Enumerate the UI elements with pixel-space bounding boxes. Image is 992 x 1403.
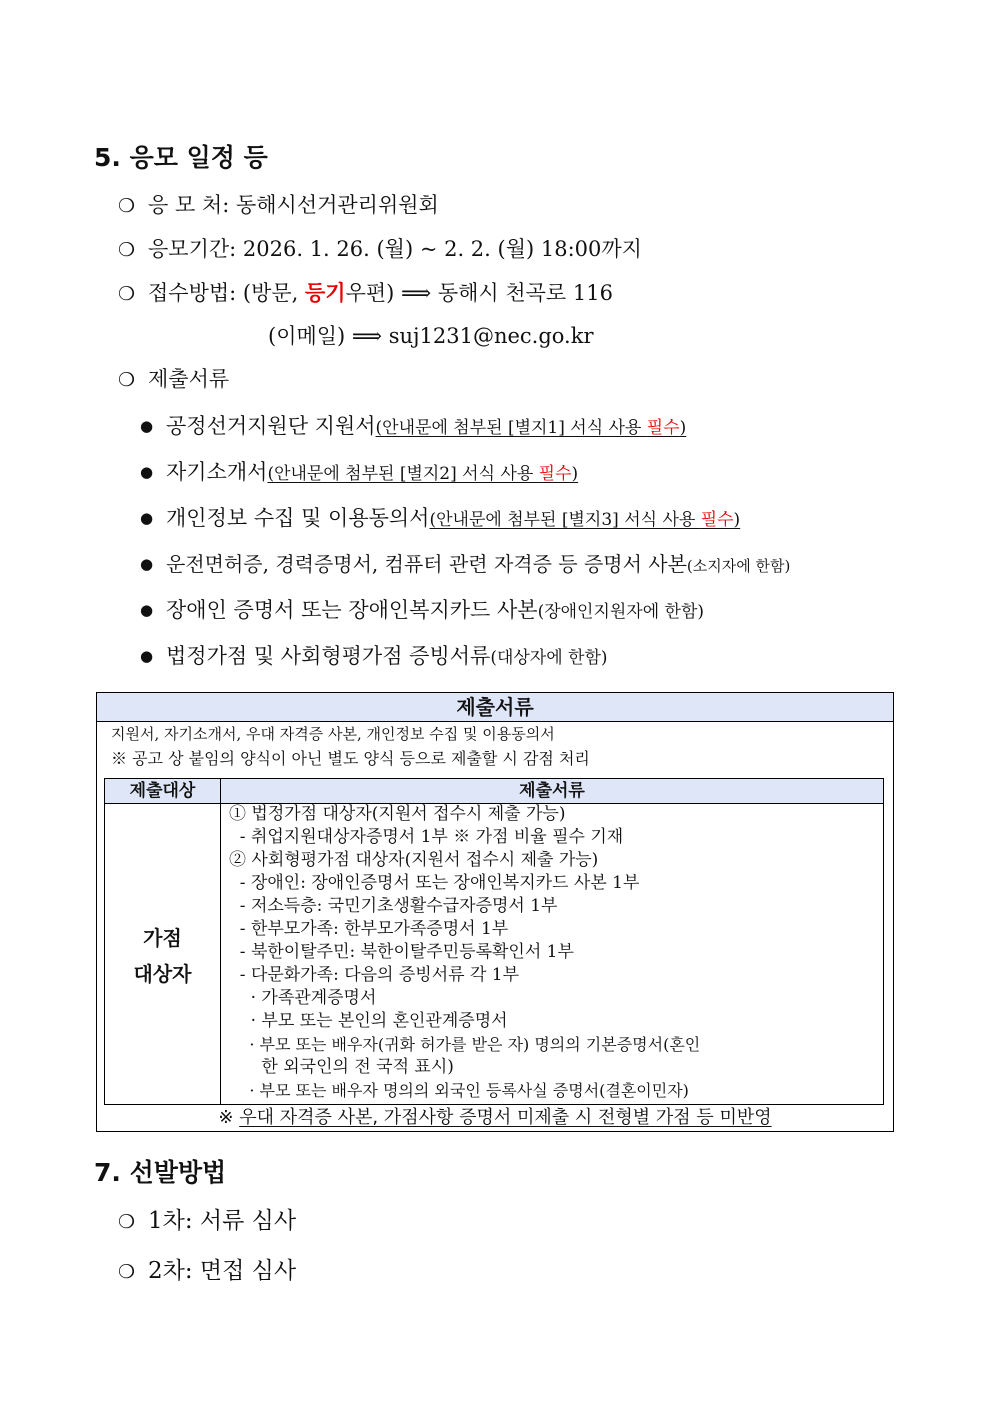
box-title: 제출서류: [97, 693, 893, 722]
period-text: 응모기간: 2026. 1. 26. (월) ~ 2. 2. (월) 18:00까지: [148, 237, 642, 261]
circle-bullet-icon: ❍: [118, 239, 136, 261]
circle-bullet-icon: ❍: [118, 283, 136, 305]
venue-line: [118, 192, 439, 219]
submission-docs-box: [96, 692, 894, 1132]
doc-item: ● 공정선거지원단 지원서(안내문에 첨부된 [별지1] 서식 사용 필수): [140, 414, 687, 438]
method-line: [118, 280, 613, 307]
dot-bullet-icon: ●: [140, 555, 154, 573]
doc-row: ② 사회형평가점 대상자(지원서 접수시 제출 가능): [229, 850, 599, 870]
method-pre: 접수방법: (방문,: [148, 281, 306, 305]
bonus-docs-table: [104, 778, 884, 1105]
doc-row: · 부모 또는 배우자(귀화 허가를 받은 자) 명의의 기본증명서(혼인: [229, 1035, 701, 1054]
dot-bullet-icon: ●: [140, 417, 154, 435]
doc-row: - 한부모가족: 한부모가족증명서 1부: [229, 919, 509, 939]
doc-row: ① 법정가점 대상자(지원서 접수시 제출 가능): [229, 804, 566, 824]
doc-item: ● 개인정보 수집 및 이용동의서(안내문에 첨부된 [별지3] 서식 사용 필수): [140, 506, 741, 530]
circle-bullet-icon: ❍: [118, 1211, 136, 1233]
box-line-2: ※ 공고 상 붙임의 양식이 아닌 별도 양식 등으로 제출할 시 감점 처리: [111, 749, 590, 768]
section-7-title: 7. 선발방법: [94, 1158, 227, 1187]
doc-item: ● 자기소개서(안내문에 첨부된 [별지2] 서식 사용 필수): [140, 460, 579, 484]
target-cell: [105, 804, 221, 1104]
doc-item: ● 장애인 증명서 또는 장애인복지카드 사본(장애인지원자에 한함): [140, 598, 705, 622]
doc-row: - 다문화가족: 다음의 증빙서류 각 1부: [229, 965, 520, 985]
doc-row: 한 외국인의 전 국적 표시): [229, 1057, 454, 1077]
section-5-title: 5. 응모 일정 등: [94, 143, 268, 172]
reference-mark: ※: [218, 1107, 234, 1128]
circle-bullet-icon: ❍: [118, 195, 136, 217]
target-label-1: 가점: [143, 926, 182, 950]
col-header-docs: 제출서류: [221, 779, 883, 804]
doc-row: - 북한이탈주민: 북한이탈주민등록확인서 1부: [229, 942, 574, 962]
doc-row: - 장애인: 장애인증명서 또는 장애인복지카드 사본 1부: [229, 873, 640, 893]
docs-label: 제출서류: [148, 367, 230, 391]
dot-bullet-icon: ●: [140, 601, 154, 619]
doc-item: ● 운전면허증, 경력증명서, 컴퓨터 관련 자격증 등 증명서 사본(소지자에 한함): [140, 552, 791, 576]
dot-bullet-icon: ●: [140, 509, 154, 527]
venue-text: 응 모 처: 동해시선거관리위원회: [148, 193, 439, 217]
doc-row: - 취업지원대상자증명서 1부 ※ 가점 비율 필수 기재: [229, 827, 624, 847]
method-email-line: (이메일) ⟹ suj1231@nec.go.kr: [268, 324, 594, 348]
selection-step-1: ❍ 1차: 서류 심사: [118, 1208, 297, 1234]
dot-bullet-icon: ●: [140, 647, 154, 665]
doc-row: · 부모 또는 본인의 혼인관계증명서: [229, 1011, 508, 1031]
method-emph: 등기: [305, 280, 346, 305]
period-line: [118, 236, 642, 263]
footer-text: 우대 자격증 사본, 가점사항 증명서 미제출 시 전형별 가점 등 미반영: [239, 1107, 772, 1128]
circle-bullet-icon: ❍: [118, 369, 136, 391]
doc-item: ● 법정가점 및 사회형평가점 증빙서류(대상자에 한함): [140, 644, 608, 668]
circle-bullet-icon: ❍: [118, 1261, 136, 1283]
selection-step-2: ❍ 2차: 면접 심사: [118, 1258, 297, 1284]
doc-row: - 저소득층: 국민기초생활수급자증명서 1부: [229, 896, 558, 916]
dot-bullet-icon: ●: [140, 463, 154, 481]
doc-row: · 가족관계증명서: [229, 988, 377, 1008]
docs-label-line: [118, 366, 229, 393]
col-header-target: 제출대상: [105, 779, 221, 804]
box-footer-note: [97, 1105, 893, 1131]
doc-row: · 부모 또는 배우자 명의의 외국인 등록사실 증명서(결혼이민자): [229, 1081, 689, 1100]
box-line-1: 지원서, 자기소개서, 우대 자격증 사본, 개인정보 수집 및 이용동의서: [111, 725, 555, 743]
method-post: 우편) ⟹ 동해시 천곡로 116: [345, 281, 613, 305]
target-label-2: 대상자: [133, 962, 192, 986]
